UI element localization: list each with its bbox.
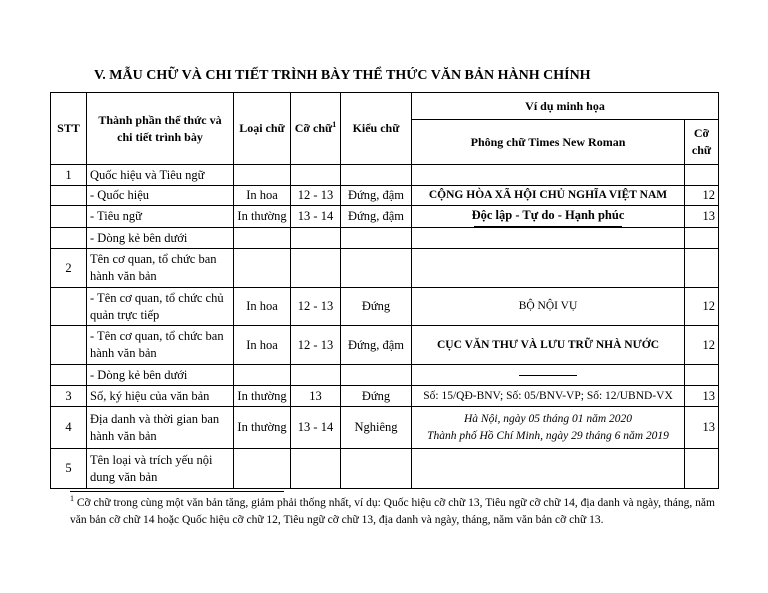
header-size-label: Cỡ chữ bbox=[294, 121, 333, 135]
cell-example-size bbox=[685, 228, 719, 249]
cell-size: 13 - 14 bbox=[291, 206, 341, 228]
footnote-text: Cỡ chữ trong cùng một văn bản tăng, giảm phải thống nhất, ví dụ: Quốc hiệu cỡ chữ 13, Tiêu ngữ cỡ chữ 14, địa danh và ngày, tháng, năm văn bản cỡ chữ 14 hoặc Quốc hiệu cỡ chữ 12, Tiêu ngữ cỡ chữ 13, địa danh và ngày, tháng, năm văn bản cỡ chữ 13. bbox=[70, 497, 715, 526]
cell-type bbox=[234, 228, 291, 249]
table-row bbox=[51, 165, 719, 186]
table-row bbox=[51, 449, 719, 489]
table-row bbox=[51, 206, 719, 228]
cell-component: Tên loại và trích yếu nội dung văn bản bbox=[87, 449, 234, 489]
cell-size bbox=[291, 449, 341, 489]
cell-type bbox=[234, 365, 291, 386]
cell-style bbox=[341, 165, 412, 186]
cell-type: In hoa bbox=[234, 326, 291, 365]
cell-stt bbox=[51, 288, 87, 326]
cell-stt: 4 bbox=[51, 407, 87, 449]
cell-example-size: 12 bbox=[685, 288, 719, 326]
cell-size bbox=[291, 249, 341, 288]
cell-example-size bbox=[685, 449, 719, 489]
cell-stt: 2 bbox=[51, 249, 87, 288]
cell-example bbox=[412, 407, 685, 449]
section-title: V. MẪU CHỮ VÀ CHI TIẾT TRÌNH BÀY THỂ THỨC VĂN BẢN HÀNH CHÍNH bbox=[94, 68, 591, 83]
cell-stt bbox=[51, 326, 87, 365]
cell-style bbox=[341, 365, 412, 386]
cell-size: 12 - 13 bbox=[291, 288, 341, 326]
cell-component: - Tên cơ quan, tổ chức chủ quản trực tiếp bbox=[87, 288, 234, 326]
table-row bbox=[51, 288, 719, 326]
header-style: Kiểu chữ bbox=[341, 93, 412, 165]
cell-stt: 1 bbox=[51, 165, 87, 186]
cell-type bbox=[234, 449, 291, 489]
date-example-hcm: Thành phố Hồ Chí Minh, ngày 29 tháng 6 năm 2019 bbox=[427, 429, 669, 442]
header-component: Thành phần thể thức và chi tiết trình bày bbox=[87, 93, 234, 165]
cell-style: Đứng bbox=[341, 386, 412, 407]
table-row bbox=[51, 249, 719, 288]
motto-text: Độc lập - Tự do - Hạnh phúc bbox=[471, 208, 625, 222]
cell-example: CỘNG HÒA XÃ HỘI CHỦ NGHĨA VIỆT NAM bbox=[412, 186, 685, 206]
cell-style: Đứng bbox=[341, 288, 412, 326]
table-row bbox=[51, 326, 719, 365]
header-example: Ví dụ minh họa bbox=[412, 93, 719, 120]
table-row bbox=[51, 365, 719, 386]
cell-stt: 3 bbox=[51, 386, 87, 407]
cell-example: Số: 15/QĐ-BNV; Số: 05/BNV-VP; Số: 12/UBND-VX bbox=[412, 386, 685, 407]
cell-example: CỤC VĂN THƯ VÀ LƯU TRỮ NHÀ NƯỚC bbox=[412, 326, 685, 365]
cell-example-size: 12 bbox=[685, 186, 719, 206]
cell-example-size: 13 bbox=[685, 386, 719, 407]
cell-type: In thường bbox=[234, 386, 291, 407]
cell-style bbox=[341, 249, 412, 288]
agency-underline bbox=[519, 375, 577, 376]
cell-example bbox=[412, 449, 685, 489]
header-type: Loại chữ bbox=[234, 93, 291, 165]
cell-type bbox=[234, 165, 291, 186]
cell-example-size: 12 bbox=[685, 326, 719, 365]
cell-example: BỘ NỘI VỤ bbox=[412, 288, 685, 326]
table-row bbox=[51, 228, 719, 249]
cell-component: Số, ký hiệu của văn bản bbox=[87, 386, 234, 407]
format-table bbox=[50, 92, 719, 489]
cell-size bbox=[291, 165, 341, 186]
cell-stt bbox=[51, 186, 87, 206]
cell-example-size: 13 bbox=[685, 206, 719, 228]
cell-stt bbox=[51, 365, 87, 386]
cell-component: - Tên cơ quan, tổ chức ban hành văn bản bbox=[87, 326, 234, 365]
cell-type: In thường bbox=[234, 407, 291, 449]
cell-style bbox=[341, 449, 412, 489]
cell-size bbox=[291, 228, 341, 249]
cell-example bbox=[412, 165, 685, 186]
cell-size: 12 - 13 bbox=[291, 326, 341, 365]
cell-example-size: 13 bbox=[685, 407, 719, 449]
cell-example-size bbox=[685, 365, 719, 386]
cell-example-size bbox=[685, 249, 719, 288]
cell-size bbox=[291, 365, 341, 386]
cell-component: Địa danh và thời gian ban hành văn bản bbox=[87, 407, 234, 449]
header-font: Phông chữ Times New Roman bbox=[412, 120, 685, 165]
cell-stt bbox=[51, 228, 87, 249]
footnote-marker: 1 bbox=[70, 494, 74, 504]
cell-style: Đứng, đậm bbox=[341, 326, 412, 365]
cell-type: In thường bbox=[234, 206, 291, 228]
table-row bbox=[51, 186, 719, 206]
cell-style: Nghiêng bbox=[341, 407, 412, 449]
cell-size: 13 - 14 bbox=[291, 407, 341, 449]
cell-component: - Dòng kẻ bên dưới bbox=[87, 228, 234, 249]
cell-size: 12 - 13 bbox=[291, 186, 341, 206]
footnote-separator bbox=[70, 491, 284, 492]
cell-component: - Dòng kẻ bên dưới bbox=[87, 365, 234, 386]
footnote-ref: 1 bbox=[332, 120, 337, 129]
cell-style: Đứng, đậm bbox=[341, 206, 412, 228]
header-stt: STT bbox=[51, 93, 87, 165]
cell-size: 13 bbox=[291, 386, 341, 407]
cell-stt: 5 bbox=[51, 449, 87, 489]
cell-example bbox=[412, 206, 685, 228]
header-example-size: Cỡ chữ bbox=[685, 120, 719, 165]
cell-type: In hoa bbox=[234, 288, 291, 326]
cell-style bbox=[341, 228, 412, 249]
cell-type: In hoa bbox=[234, 186, 291, 206]
header-size bbox=[291, 93, 341, 165]
cell-component: - Quốc hiệu bbox=[87, 186, 234, 206]
cell-example bbox=[412, 249, 685, 288]
table-row bbox=[51, 386, 719, 407]
cell-example bbox=[412, 365, 685, 386]
cell-style: Đứng, đậm bbox=[341, 186, 412, 206]
cell-component: - Tiêu ngữ bbox=[87, 206, 234, 228]
cell-stt bbox=[51, 206, 87, 228]
cell-example bbox=[412, 228, 685, 249]
table-row bbox=[51, 407, 719, 449]
cell-type bbox=[234, 249, 291, 288]
cell-component: Quốc hiệu và Tiêu ngữ bbox=[87, 165, 234, 186]
date-example-hanoi: Hà Nội, ngày 05 tháng 01 năm 2020 bbox=[463, 412, 633, 425]
cell-component: Tên cơ quan, tổ chức ban hành văn bản bbox=[87, 249, 234, 288]
footnote bbox=[70, 495, 730, 529]
cell-example-size bbox=[685, 165, 719, 186]
